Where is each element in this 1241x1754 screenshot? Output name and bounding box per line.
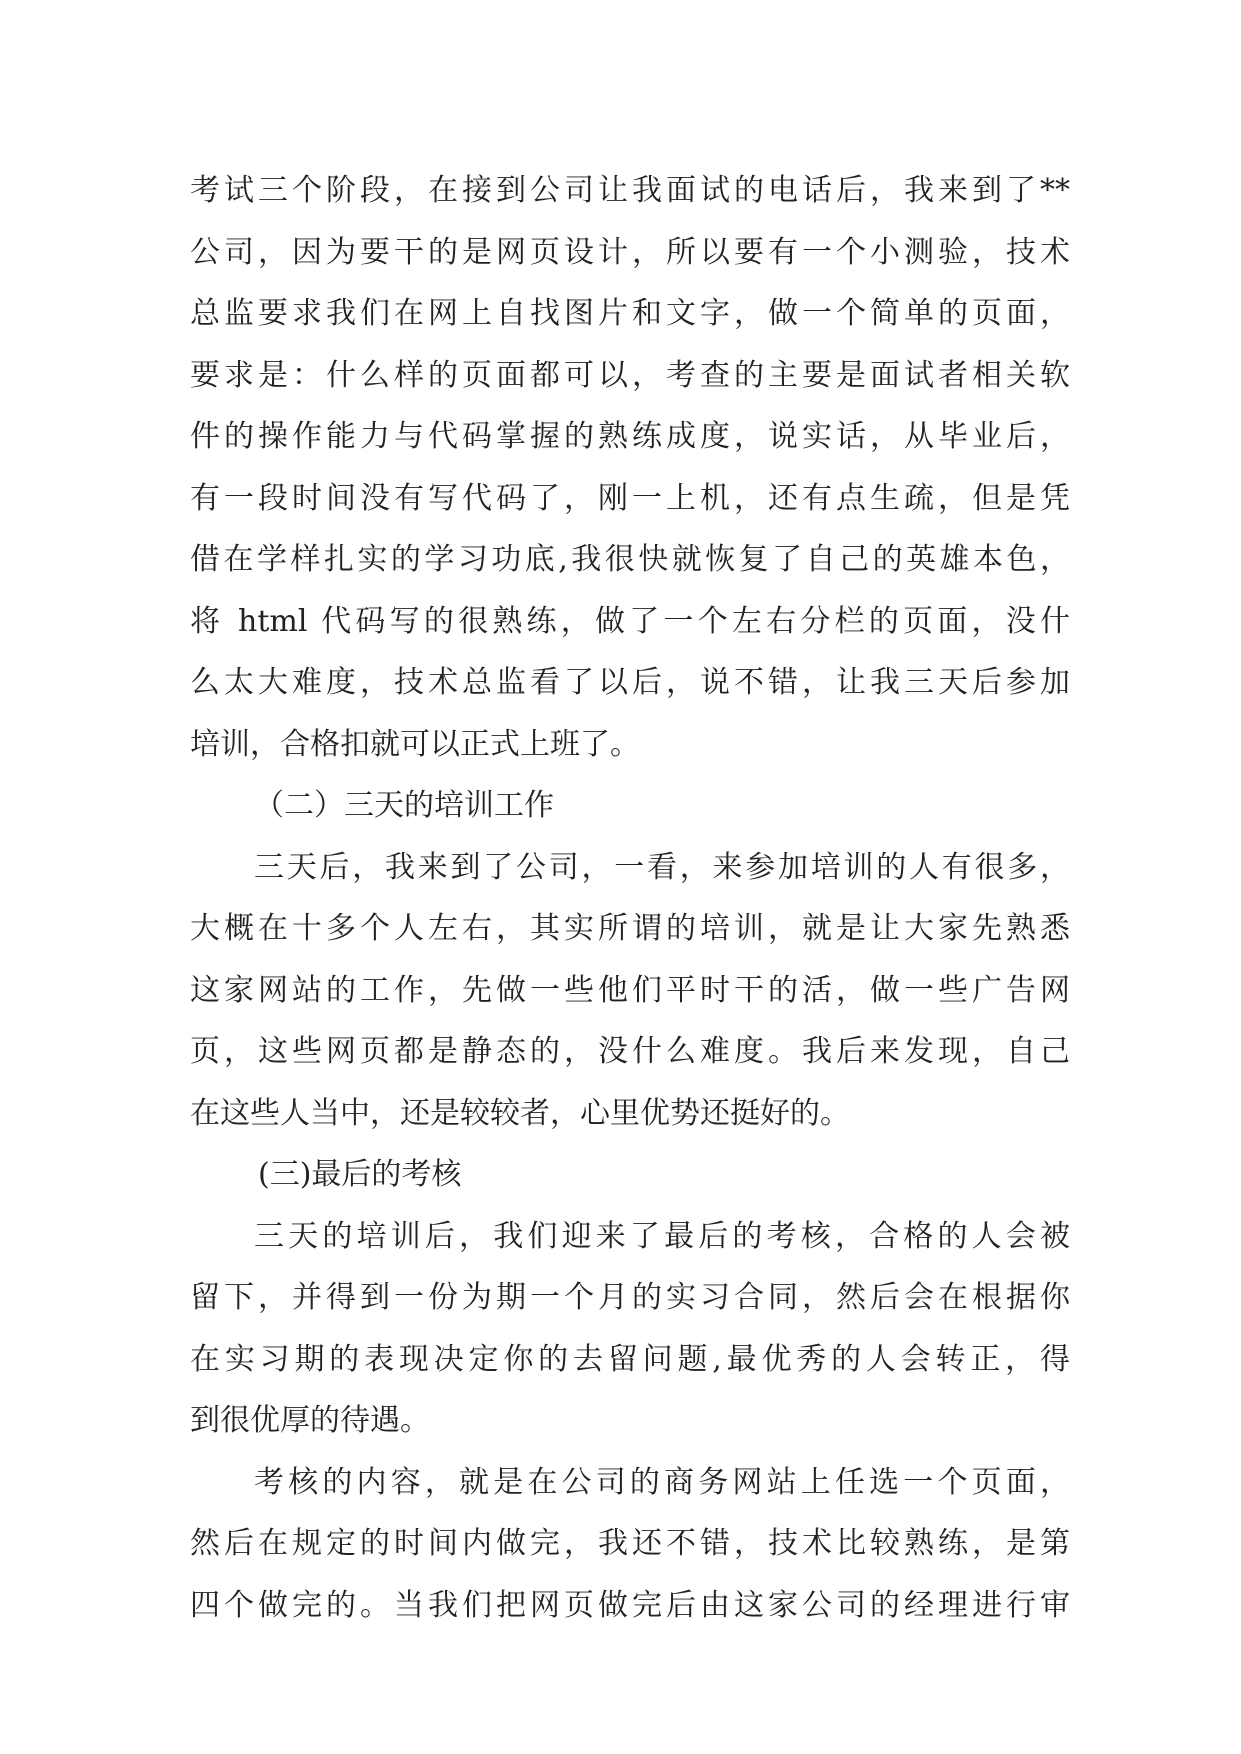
body-line: 么太大难度，技术总监看了以后，说不错，让我三天后参加	[190, 665, 1070, 700]
section-heading: (三)最后的考核	[258, 1157, 462, 1192]
body-line: 借在学样扎实的学习功底,我很快就恢复了自己的英雄本色，	[190, 542, 1070, 577]
body-line: 这家网站的工作，先做一些他们平时干的活，做一些广告网	[190, 972, 1070, 1008]
body-line: 培训，合格扣就可以正式上班了。	[190, 726, 640, 762]
body-line: 留下，并得到一份为期一个月的实习合同，然后会在根据你	[190, 1280, 1070, 1315]
body-line: 有一段时间没有写代码了，刚一上机，还有点生疏，但是凭	[190, 480, 1070, 516]
body-line: 公司，因为要干的是网页设计，所以要有一个小测验，技术	[190, 234, 1070, 270]
body-line: 四个做完的。当我们把网页做完后由这家公司的经理进行审	[190, 1587, 1070, 1623]
body-line: 大概在十多个人左右，其实所谓的培训，就是让大家先熟悉	[190, 911, 1070, 946]
body-line: 件的操作能力与代码掌握的熟练成度，说实话，从毕业后，	[190, 419, 1070, 454]
document-body	[190, 160, 1070, 1636]
body-line: 页，这些网页都是静态的，没什么难度。我后来发现，自己	[190, 1034, 1070, 1069]
body-line: 到很优厚的待遇。	[190, 1403, 430, 1438]
body-line: 考核的内容，就是在公司的商务网站上任选一个页面，	[254, 1464, 1070, 1500]
body-line: 在这些人当中，还是较较者，心里优势还挺好的。	[190, 1095, 850, 1131]
body-line: 三天后，我来到了公司，一看，来参加培训的人有很多，	[254, 849, 1070, 885]
body-line: 在实习期的表现决定你的去留问题,最优秀的人会转正，得	[190, 1341, 1070, 1377]
body-line: 总监要求我们在网上自找图片和文字，做一个简单的页面，	[190, 296, 1070, 331]
body-line: 然后在规定的时间内做完，我还不错，技术比较熟练，是第	[190, 1526, 1070, 1561]
body-line: 将 html 代码写的很熟练，做了一个左右分栏的页面，没什	[190, 603, 1070, 639]
body-line: 三天的培训后，我们迎来了最后的考核，合格的人会被	[254, 1218, 1070, 1254]
body-line: 考试三个阶段，在接到公司让我面试的电话后，我来到了**	[190, 173, 1070, 208]
body-line: 要求是：什么样的页面都可以，考查的主要是面试者相关软	[190, 357, 1070, 393]
section-heading: （二）三天的培训工作	[254, 788, 554, 823]
